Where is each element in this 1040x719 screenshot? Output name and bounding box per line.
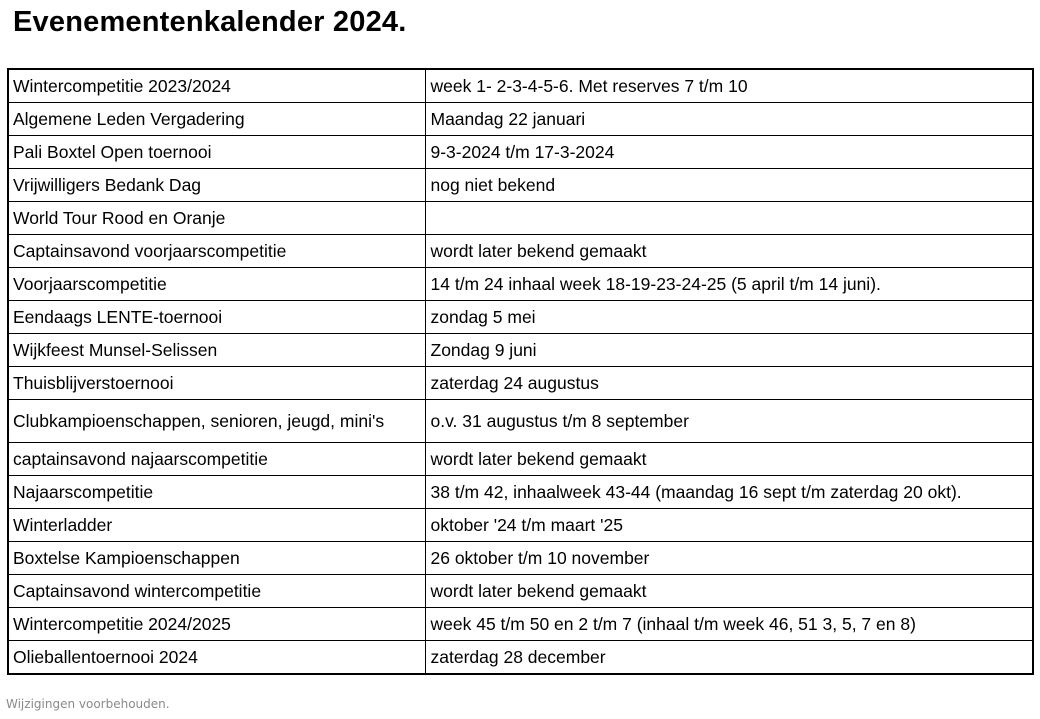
event-date-cell: wordt later bekend gemaakt (425, 443, 1033, 476)
event-name-cell: Eendaags LENTE-toernooi (8, 301, 425, 334)
event-date-cell: o.v. 31 augustus t/m 8 september (425, 400, 1033, 443)
table-row (8, 235, 1033, 268)
event-date-cell: zaterdag 28 december (425, 641, 1033, 675)
event-name-cell: Pali Boxtel Open toernooi (8, 136, 425, 169)
event-name-cell: Boxtelse Kampioenschappen (8, 542, 425, 575)
event-date-cell: week 1- 2-3-4-5-6. Met reserves 7 t/m 10 (425, 69, 1033, 103)
event-date-cell: wordt later bekend gemaakt (425, 575, 1033, 608)
table-row (8, 542, 1033, 575)
event-name-cell: Olieballentoernooi 2024 (8, 641, 425, 675)
event-name-cell: Winterladder (8, 509, 425, 542)
table-row (8, 334, 1033, 367)
event-date-cell: week 45 t/m 50 en 2 t/m 7 (inhaal t/m week 46, 51 3, 5, 7 en 8) (425, 608, 1033, 641)
event-date-cell (425, 202, 1033, 235)
event-calendar-table (7, 68, 1034, 675)
table-row (8, 103, 1033, 136)
event-date-cell: 26 oktober t/m 10 november (425, 542, 1033, 575)
event-date-cell: Zondag 9 juni (425, 334, 1033, 367)
event-name-cell: Captainsavond voorjaarscompetitie (8, 235, 425, 268)
table-row (8, 367, 1033, 400)
event-name-cell: Wintercompetitie 2024/2025 (8, 608, 425, 641)
table-row (8, 400, 1033, 443)
event-date-cell: oktober '24 t/m maart '25 (425, 509, 1033, 542)
event-name-cell: Wijkfeest Munsel-Selissen (8, 334, 425, 367)
table-row (8, 301, 1033, 334)
table-row (8, 641, 1033, 675)
event-date-cell: 38 t/m 42, inhaalweek 43-44 (maandag 16 sept t/m zaterdag 20 okt). (425, 476, 1033, 509)
event-date-cell: nog niet bekend (425, 169, 1033, 202)
table-row (8, 608, 1033, 641)
event-date-cell: 9-3-2024 t/m 17-3-2024 (425, 136, 1033, 169)
footer-note: Wijzigingen voorbehouden. (6, 697, 170, 711)
event-name-cell: World Tour Rood en Oranje (8, 202, 425, 235)
event-name-cell: Voorjaarscompetitie (8, 268, 425, 301)
event-name-cell: captainsavond najaarscompetitie (8, 443, 425, 476)
event-name-cell: Algemene Leden Vergadering (8, 103, 425, 136)
event-name-cell: Wintercompetitie 2023/2024 (8, 69, 425, 103)
event-name-cell: Captainsavond wintercompetitie (8, 575, 425, 608)
table-row (8, 136, 1033, 169)
table-row (8, 575, 1033, 608)
table-row (8, 69, 1033, 103)
event-name-cell: Clubkampioenschappen, senioren, jeugd, mini's (8, 400, 425, 443)
table-row (8, 443, 1033, 476)
table-row (8, 202, 1033, 235)
event-name-cell: Thuisblijverstoernooi (8, 367, 425, 400)
event-date-cell: zaterdag 24 augustus (425, 367, 1033, 400)
table-row (8, 268, 1033, 301)
event-date-cell: 14 t/m 24 inhaal week 18-19-23-24-25 (5 april t/m 14 juni). (425, 268, 1033, 301)
event-name-cell: Vrijwilligers Bedank Dag (8, 169, 425, 202)
event-date-cell: Maandag 22 januari (425, 103, 1033, 136)
event-date-cell: zondag 5 mei (425, 301, 1033, 334)
event-name-cell: Najaarscompetitie (8, 476, 425, 509)
event-date-cell: wordt later bekend gemaakt (425, 235, 1033, 268)
table-row (8, 476, 1033, 509)
page-title: Evenementenkalender 2024. (13, 6, 407, 38)
table-row (8, 509, 1033, 542)
table-row (8, 169, 1033, 202)
